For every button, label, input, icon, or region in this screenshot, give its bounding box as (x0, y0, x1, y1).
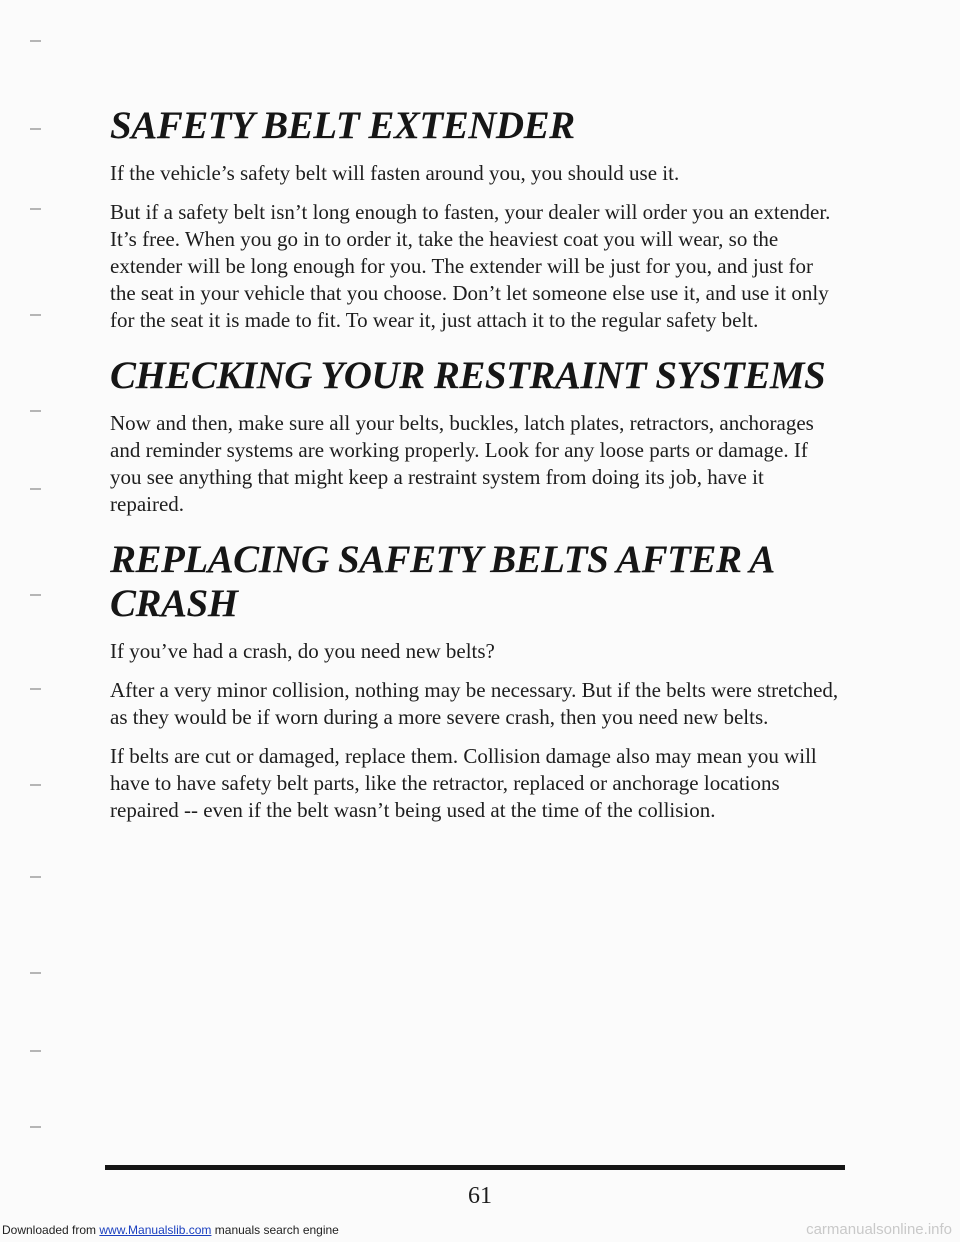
section-checking-restraint-systems (110, 354, 840, 518)
margin-mark (30, 784, 41, 786)
margin-mark (30, 488, 41, 490)
margin-mark (30, 688, 41, 690)
paragraph: If the vehicle’s safety belt will fasten around you, you should use it. (110, 161, 680, 185)
paragraph: If you’ve had a crash, do you need new belts? (110, 639, 495, 663)
margin-mark (30, 40, 41, 42)
margin-mark (30, 1050, 41, 1052)
margin-mark (30, 594, 41, 596)
footer-rule (105, 1165, 845, 1170)
manualslib-link[interactable]: www.Manualslib.com (99, 1223, 212, 1237)
download-footer (2, 1223, 339, 1237)
paragraph: But if a safety belt isn’t long enough to fasten, your dealer will order you an extender. It’s free. When you go in to order it, take the heaviest coat you will wear, so the extender will be long enough for you. The extender will be just for you, and just for the seat in your vehicle that you choose. Don’t let someone else use it, and use it only for the seat it is made to fit. To wear it, just attach it to the regular safety belt. (110, 200, 831, 332)
margin-mark (30, 410, 41, 412)
paragraph: Now and then, make sure all your belts, buckles, latch plates, retractors, anchorages and reminder systems are working properly. Look for any loose parts or damage. If you see anything that might keep a restraint system from doing its job, have it repaired. (110, 411, 814, 516)
margin-mark (30, 972, 41, 974)
page-content (110, 104, 840, 836)
paragraph: If belts are cut or damaged, replace them. Collision damage also may mean you will have to have safety belt parts, like the retractor, replaced or anchorage locations repaired -- even if the belt wasn’t being used at the time of the collision. (110, 744, 817, 822)
section-heading: REPLACING SAFETY BELTS AFTER A CRASH (110, 538, 773, 625)
margin-mark (30, 128, 41, 130)
margin-mark (30, 876, 41, 878)
section-safety-belt-extender (110, 104, 840, 334)
section-heading: CHECKING YOUR RESTRAINT SYSTEMS (110, 354, 826, 397)
footer-prefix: Downloaded from (2, 1223, 100, 1237)
paragraph: After a very minor collision, nothing may be necessary. But if the belts were stretched, as they would be if worn during a more severe crash, then you need new belts. (110, 678, 839, 729)
footer-suffix: manuals search engine (211, 1223, 339, 1237)
page-number: 61 (468, 1183, 492, 1209)
margin-mark (30, 314, 41, 316)
section-heading: SAFETY BELT EXTENDER (110, 104, 575, 147)
margin-mark (30, 208, 41, 210)
section-replacing-safety-belts (110, 538, 840, 824)
watermark: carmanualsonline.info (806, 1221, 952, 1238)
margin-mark (30, 1126, 41, 1128)
